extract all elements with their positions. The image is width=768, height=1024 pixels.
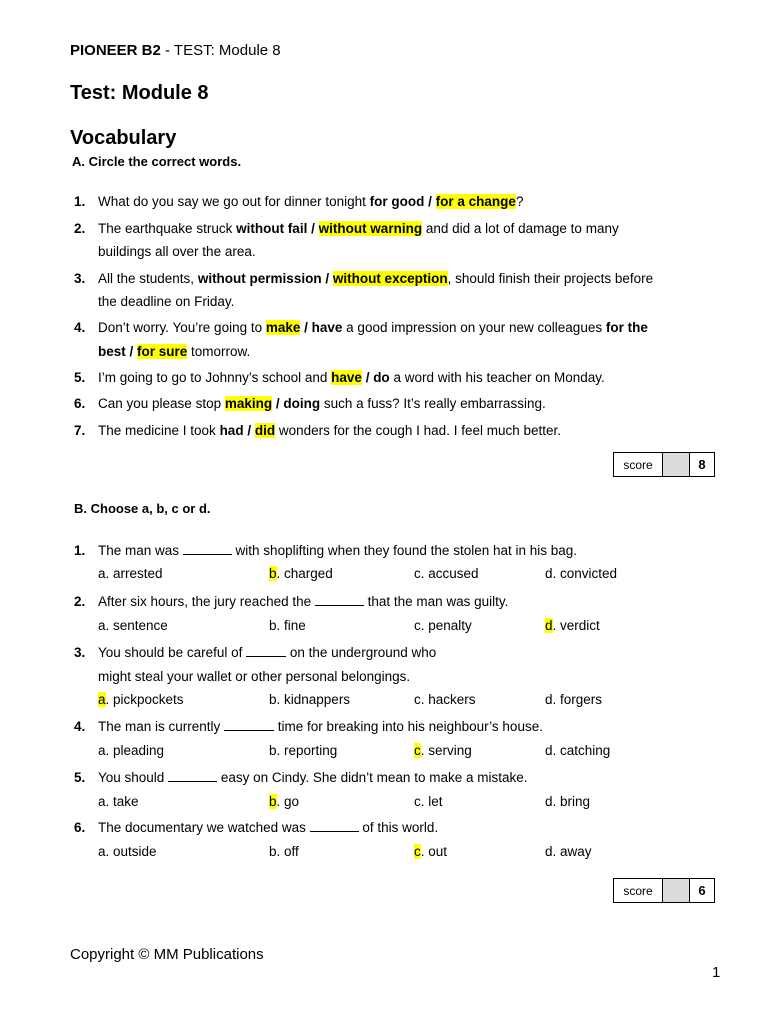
question-text [98,543,577,558]
option-text: . away [552,844,592,859]
text-segment: The earthquake struck [98,221,237,236]
question-number: 3. [74,271,86,286]
text-segment: the deadline on Friday. [98,294,235,309]
question-number: 2. [74,221,86,236]
series-name: PIONEER B2 [70,42,161,59]
question-text-continued: might steal your wallet or other personal belongings. [98,669,411,684]
text-segment: The medicine I took [98,423,220,438]
text-segment: wonders for the cough I had. I feel much better. [275,423,561,438]
option-letter: a [98,566,106,581]
option-letter: d [545,618,553,633]
question-stem-end: time for breaking into his neighbour’s house. [274,719,543,734]
option-d[interactable] [545,743,610,758]
option-text: . charged [276,566,333,581]
text-segment: a word with his teacher on Monday. [389,370,605,385]
score-label: score [614,453,663,476]
question-number: 5. [74,770,86,785]
option-b[interactable] [269,618,306,633]
option-letter: a [98,794,106,809]
option-letter: b [269,844,277,859]
option-letter: b [269,692,277,707]
highlighted-answer: for a change [435,194,516,209]
question-text [98,396,546,411]
option-letter: a [98,618,106,633]
option-letter: c [414,618,421,633]
option-c[interactable] [414,618,472,633]
option-b[interactable] [269,692,350,707]
question-number: 4. [74,719,86,734]
option-letter: c [414,692,421,707]
option-letter: d [545,566,553,581]
question-text [98,645,436,660]
option-letter: c [414,794,421,809]
question-stem: The man is currently [98,719,225,734]
question-stem-end: on the underground who [286,645,437,660]
score-max: 6 [698,883,706,898]
text-segment: What do you say we go out for dinner tonight [98,194,370,209]
option-text: . fine [276,618,306,633]
option-c[interactable] [414,743,472,758]
section-title: Vocabulary [70,127,177,149]
option-b[interactable] [269,794,299,809]
option-a[interactable] [98,566,163,581]
question-text [98,221,619,236]
option-text: . serving [420,743,472,758]
question-stem: You should be careful of [98,645,247,660]
option-c[interactable] [414,692,476,707]
text-segment: Don’t worry. You’re going to [98,320,266,335]
question-text [98,320,648,335]
option-text: . kidnappers [276,692,351,707]
answer-blank[interactable] [183,544,232,555]
question-number: 6. [74,396,86,411]
highlighted-answer: without warning [318,221,423,236]
score-entry-cell[interactable] [663,879,690,902]
highlighted-answer: make [265,320,301,335]
option-text: . arrested [105,566,163,581]
question-text-continued [98,244,256,259]
option-letter: d [545,692,553,707]
option-a[interactable] [98,618,168,633]
highlighted-answer: for sure [137,344,188,359]
option-letter: c [414,743,421,758]
option-c[interactable] [414,844,447,859]
question-number: 1. [74,194,86,209]
text-segment: I’m going to go to Johnny’s school and [98,370,332,385]
option-d[interactable] [545,566,617,581]
option-text: . sentence [105,618,168,633]
option-a[interactable] [98,692,184,707]
question-text-continued [98,344,250,359]
highlighted-answer: have [331,370,362,385]
question-text-continued [98,294,234,309]
part-a-instruction: A. Circle the correct words. [72,154,242,169]
question-text [98,370,605,385]
question-number: 1. [74,543,86,558]
question-number: 4. [74,320,86,335]
header-rest: - TEST: Module 8 [160,42,281,59]
option-d[interactable] [545,618,600,633]
text-segment: / do [361,370,390,385]
option-text: . hackers [420,692,476,707]
text-segment: for the [605,320,648,335]
highlighted-answer: without exception [332,271,448,286]
text-segment: without permission / [197,271,333,286]
option-text: . off [276,844,299,859]
question-text [98,719,543,734]
option-letter: b [269,794,277,809]
option-d[interactable] [545,794,590,809]
question-number: 6. [74,820,86,835]
page-header [70,42,281,59]
text-segment: tomorrow. [187,344,251,359]
question-stem-end: with shoplifting when they found the stolen hat in his bag. [231,543,578,558]
option-letter: a [98,844,106,859]
option-text: . bring [552,794,591,809]
option-c[interactable] [414,794,443,809]
option-c[interactable] [414,566,479,581]
option-letter: a [98,692,106,707]
question-stem: The documentary we watched was [98,820,310,835]
question-text [98,770,528,785]
question-text [98,820,438,835]
option-text: . penalty [420,618,472,633]
text-segment: had / [219,423,255,438]
option-letter: c [414,566,421,581]
text-segment: buildings all over the area. [98,244,256,259]
question-stem: You should [98,770,169,785]
option-a[interactable] [98,743,164,758]
option-text: . accused [420,566,479,581]
option-letter: a [98,743,106,758]
question-number: 2. [74,594,86,609]
part-a-score-box [613,452,715,477]
question-number: 7. [74,423,86,438]
page-title: Test: Module 8 [70,82,209,104]
score-label: score [614,879,663,902]
text-segment: / have [300,320,343,335]
answer-blank[interactable] [315,595,364,606]
text-segment: ? [515,194,524,209]
question-number: 5. [74,370,86,385]
option-d[interactable] [545,844,592,859]
question-stem-end: of this world. [358,820,439,835]
option-text: . reporting [276,743,338,758]
option-text: . pickpockets [105,692,184,707]
page-number: 1 [712,964,721,981]
option-text: . forgers [552,692,603,707]
option-letter: d [545,794,553,809]
option-text: . outside [105,844,157,859]
option-text: . out [420,844,448,859]
answer-blank[interactable] [310,821,359,832]
option-text: . let [420,794,443,809]
option-text: . verdict [552,618,600,633]
option-b[interactable] [269,566,333,581]
question-text [98,594,508,609]
text-segment: such a fuss? It’s really embarrassing. [320,396,546,411]
text-segment: for good / [369,194,436,209]
question-stem: After six hours, the jury reached the [98,594,315,609]
option-letter: b [269,743,277,758]
option-d[interactable] [545,692,602,707]
option-letter: c [414,844,421,859]
question-text [98,194,523,209]
question-text [98,423,561,438]
score-entry-cell[interactable] [663,453,690,476]
text-segment: and did a lot of damage to many [422,221,619,236]
text-segment: / doing [272,396,321,411]
text-segment: without fail / [236,221,319,236]
option-a[interactable] [98,844,157,859]
answer-blank[interactable] [168,771,217,782]
part-b-score-box [613,878,715,903]
option-a[interactable] [98,794,139,809]
option-text: . convicted [552,566,618,581]
question-number: 3. [74,645,86,660]
copyright-footer: Copyright © MM Publications [70,946,264,963]
option-letter: b [269,618,277,633]
question-stem-end: easy on Cindy. She didn’t mean to make a mistake. [217,770,528,785]
part-b-instruction: B. Choose a, b, c or d. [74,501,211,516]
answer-blank[interactable] [224,720,274,731]
option-b[interactable] [269,743,337,758]
text-segment: Can you please stop [98,396,225,411]
option-text: . take [105,794,139,809]
option-text: . catching [552,743,611,758]
question-text [98,271,653,286]
highlighted-answer: did [254,423,276,438]
question-stem-end: that the man was guilty. [363,594,509,609]
option-text: . pleading [105,743,165,758]
text-segment: , should finish their projects before [447,271,654,286]
highlighted-answer: making [224,396,273,411]
text-segment: best / [98,344,138,359]
option-letter: b [269,566,277,581]
score-max: 8 [698,457,706,472]
option-letter: d [545,743,553,758]
option-letter: d [545,844,553,859]
text-segment: All the students, [98,271,198,286]
option-b[interactable] [269,844,299,859]
option-text: . go [276,794,300,809]
question-stem: The man was [98,543,183,558]
text-segment: a good impression on your new colleagues [342,320,606,335]
answer-blank[interactable] [246,646,286,657]
